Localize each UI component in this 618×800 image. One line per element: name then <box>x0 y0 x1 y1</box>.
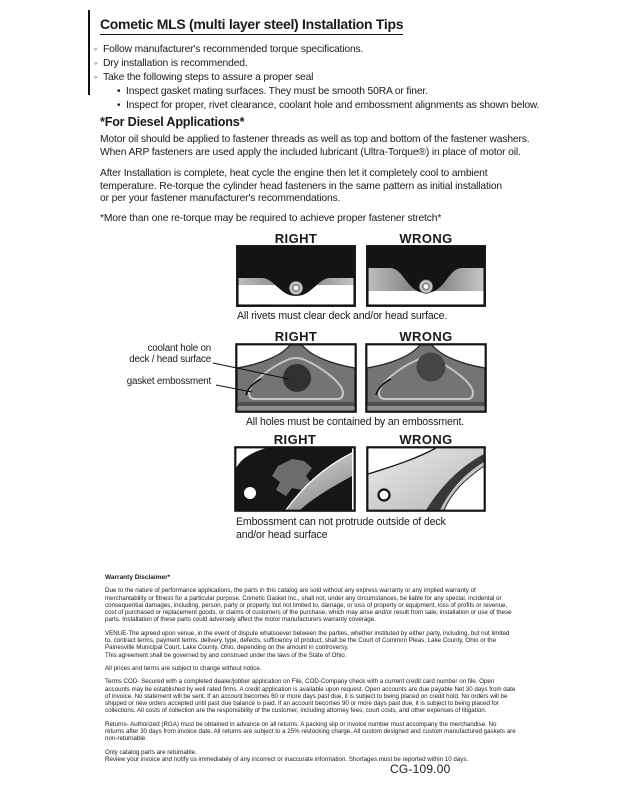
filled-bullet-icon: • <box>117 99 121 111</box>
tips-list <box>94 43 539 113</box>
right-label-row1: RIGHT <box>274 231 318 246</box>
bolt-hole <box>244 487 256 499</box>
legal-paragraph: Only catalog parts are returnable. <box>105 748 197 756</box>
right-label-row3: RIGHT <box>273 432 317 447</box>
row3-caption <box>236 516 446 542</box>
callout-gasket-embossment: gasket embossment <box>126 376 211 387</box>
bolt-hole <box>379 490 390 501</box>
diagram-rivet-right <box>236 245 356 307</box>
callout-line: deck / head surface <box>129 353 211 365</box>
right-label-row2: RIGHT <box>274 329 318 344</box>
margin-revision-bar <box>88 10 90 95</box>
list-item-label: Follow manufacturer's recommended torque specifications. <box>103 44 364 55</box>
paragraph-line: Motor oil should be applied to fastener threads as well as top and bottom of the fastener washers. <box>100 134 530 145</box>
caption-line: and/or head surface <box>236 529 328 541</box>
legal-paragraph: All prices and terms are subject to change without notice. <box>105 664 262 672</box>
diagram-coolant-hole-wrong <box>365 343 487 413</box>
row2-caption: All holes must be contained by an embossment. <box>245 416 465 428</box>
diagram-rivet-wrong <box>366 245 486 307</box>
leader-line <box>216 385 252 392</box>
legal-paragraph: Due to the nature of performance applications, the parts in this catalog are sold without any express warranty or any implied warranty of merchantability or fitness for a particular purpose. Cometic Gasket Inc., shall not, under any circumstances, be liable for any special, incidental or consequential damages, including, person, party or property, but not limited to, damage, or loss of property or equipment, loss of profits or revenue, cost of purchased or replacement goods, or claims of customers of the purchase, which may arise and/or result from sale, installation or use of these parts. Installation of these parts could adversely affect the motor manufacturers warranty coverage. <box>105 587 512 624</box>
list-item-label: Dry installation is recommended. <box>103 57 248 69</box>
leader-line <box>213 363 289 379</box>
diesel-paragraph-1 <box>100 134 529 159</box>
list-item <box>94 71 539 85</box>
filled-bullet-icon: • <box>117 85 121 97</box>
list-item <box>117 99 539 113</box>
callout-line: coolant hole on <box>147 343 211 354</box>
list-item-label: Inspect gasket mating surfaces. They must be smooth 50RA or finer. <box>126 85 428 97</box>
caption-line: Embossment can not protrude outside of deck <box>236 516 446 528</box>
paragraph-line: temperature. Re-torque the cylinder head fasteners in the same pattern as initial installation <box>100 180 503 192</box>
rivet-icon <box>419 280 433 294</box>
wrong-label-row1: WRONG <box>399 231 453 246</box>
open-bullet-icon: ◦ <box>94 71 98 82</box>
diagram-protrusion-wrong <box>366 446 486 512</box>
paragraph-line: When ARP fasteners are used apply the included lubricant (Ultra-Torque®) in place of motor oil. <box>100 146 521 158</box>
rivet-icon <box>289 281 303 295</box>
row1-caption: All rivets must clear deck and/or head surface. <box>237 310 448 322</box>
list-item <box>94 43 539 57</box>
legal-paragraph: Returns- Authorized (RGA) must be obtained in advance on all returns. A packing slip or invoice number must accompany the merchandise. No returns after 30 days from invoice date. All returns are subject to a 25% restocking charge. All custom designed and custom manufactured gaskets are non-returnable. <box>105 720 516 743</box>
page-code: CG-109.00 <box>390 762 451 776</box>
paragraph-line: or per your fastener manufacturer's recommendations. <box>100 193 341 205</box>
wrong-label-row2: WRONG <box>399 329 453 344</box>
diesel-paragraph-2 <box>100 168 502 206</box>
paragraph-line: After Installation is complete, heat cycle the engine then let it completely cool to ambient <box>100 168 488 179</box>
legal-section <box>105 574 517 769</box>
diesel-section-heading: *For Diesel Applications* <box>100 115 245 129</box>
diagram-protrusion-right <box>234 446 356 512</box>
legal-paragraph: VENUE-The agreed upon venue, in the event of dispute whatsoever between the parties, whether instituted by either party, including, but not limited to, contract terms, payment terms, delivery, type, defects, sufficiency of product, shall be the Court of Common Pleas, Lake County, Ohio or the Painesville Municipal Court, Lake County, Ohio, depending on the amount in controversy. <box>105 629 510 652</box>
list-item <box>117 85 539 99</box>
wrong-label-row3: WRONG <box>399 432 453 447</box>
coolant-hole <box>417 353 446 382</box>
list-item <box>94 57 539 71</box>
list-item-label: Inspect for proper, rivet clearance, coolant hole and embossment alignments as shown below. <box>126 99 540 111</box>
legal-heading: Warranty Disclaimer* <box>105 574 171 581</box>
legal-paragraph: This agreement shall be governed by and construed under the laws of the State of Ohio. <box>105 651 347 659</box>
retorque-note: *More than one re-torque may be required to achieve proper fastener stretch* <box>100 213 442 224</box>
legal-paragraph: Review your invoice and notify us immediately of any incorrect or inaccurate information. Shortages must be reported within 10 days. <box>105 755 469 763</box>
page-title: Cometic MLS (multi layer steel) Installation Tips <box>100 16 403 35</box>
callout-coolant-hole <box>86 344 211 366</box>
legal-paragraph: Terms COD- Secured with a completed dealer/jobber application on File, COD-Company check with a current credit card number on file. Open accounts may be established by well rated firms. A credit application is available upon request. Open accounts are due payable Net 30 days from date of invoice. No statement will be sent. If an account becomes 60 or more days past due, it is subject to being placed on credit hold. No orders will be shipped or new orders accepted until past due balance is paid. If an account becomes 90 or more days past due, it is subject to being placed for collections. All costs of collection are the responsibility of the customer, including attorney fees, court costs, and other expenses of litigation. <box>105 678 516 715</box>
callout-leader-lines <box>205 356 305 398</box>
list-item-label: Take the following steps to assure a proper seal <box>103 71 314 83</box>
open-bullet-icon: ◦ <box>94 57 98 68</box>
open-bullet-icon: ◦ <box>94 44 98 54</box>
